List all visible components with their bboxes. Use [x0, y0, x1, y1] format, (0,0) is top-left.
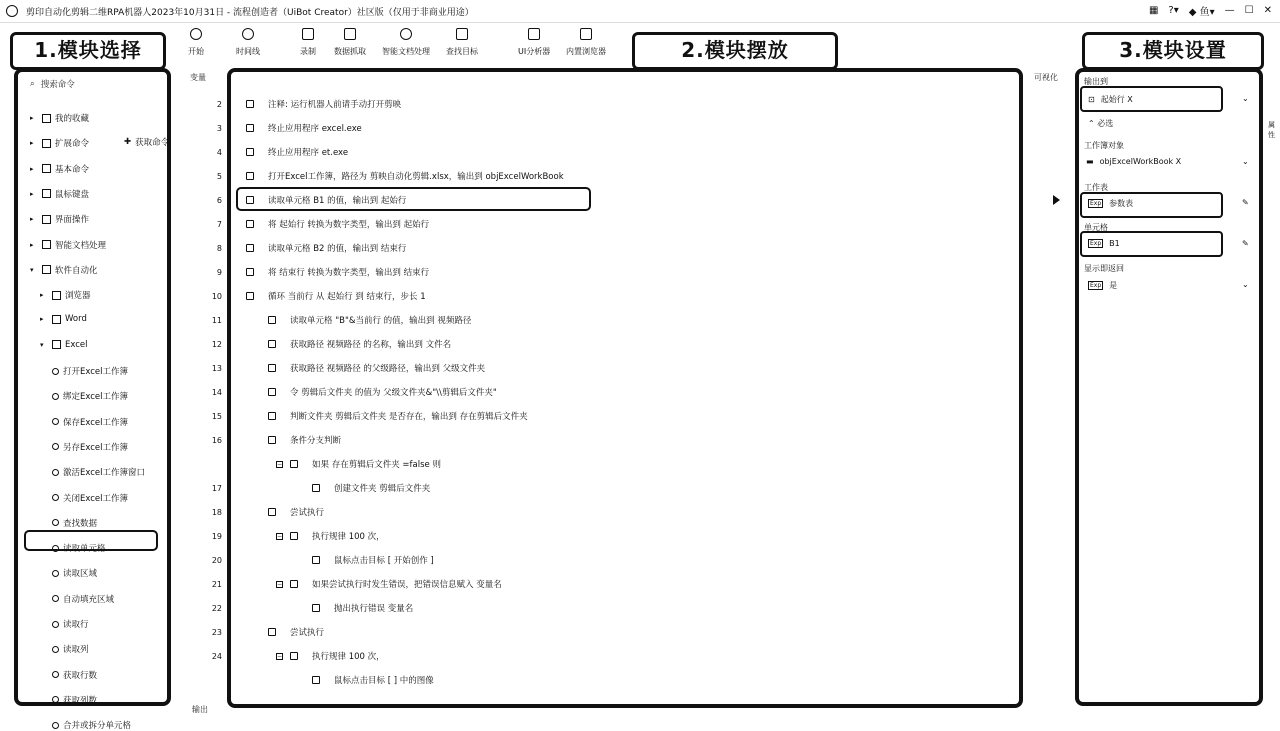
flow-row-text: 判断文件夹 剪辑后文件夹 是否存在，输出到 存在剪辑后文件夹 [290, 412, 528, 422]
command-tree-item[interactable] [40, 340, 88, 350]
command-tree-label: 获取行数 [63, 670, 98, 681]
flow-row-text: 执行规律 100 次， [312, 652, 385, 662]
command-icon [268, 316, 276, 324]
chevron-right-icon: ▸ [30, 240, 34, 249]
command-icon [246, 172, 254, 180]
command-tree-item[interactable] [52, 492, 128, 504]
display-value: 是 [1109, 281, 1118, 290]
side-property-tab[interactable]: 属性 [1268, 121, 1275, 139]
category-icon [42, 114, 51, 123]
flow-row[interactable] [200, 166, 1000, 186]
chevron-right-icon: ▸ [30, 139, 34, 148]
workbook-label: 工作簿对象 [1084, 141, 1124, 150]
toolbar-target-button[interactable] [446, 28, 478, 57]
command-icon [246, 244, 254, 252]
sheet-value: 参数表 [1109, 199, 1134, 208]
line-number: 18 [211, 507, 222, 517]
sheet-label: 工作表 [1084, 183, 1108, 192]
flow-row[interactable] [200, 334, 1000, 354]
display-label: 显示即返回 [1084, 264, 1124, 273]
browser-icon [580, 28, 592, 40]
flow-row-text: 尝试执行 [290, 508, 325, 518]
flow-row-text: 鼠标点击目标 [ 开始创作 ] [334, 556, 434, 566]
line-number: 16 [211, 435, 222, 445]
flow-row[interactable] [200, 262, 1000, 282]
get-commands-label: 获取命令 [135, 138, 170, 148]
command-tree-item[interactable] [52, 719, 131, 731]
selected-command-highlight [24, 530, 158, 551]
workbook-icon: ▬ [1086, 157, 1094, 166]
line-number: 10 [211, 291, 222, 301]
output-value: 起始行 X [1100, 95, 1133, 104]
command-tree-label: 获取列数 [63, 695, 98, 706]
flow-row-text: 读取单元格 "B"&当前行 的值，输出到 视频路径 [290, 316, 472, 326]
command-tree-label: 绑定Excel工作簿 [63, 392, 129, 403]
flow-row[interactable] [200, 502, 1000, 522]
line-number: 17 [211, 483, 222, 493]
bullet-icon [52, 570, 59, 577]
user-menu[interactable]: ◆ 鱼▾ [1189, 3, 1215, 18]
ui-analyzer-icon [528, 28, 540, 40]
flow-row[interactable] [200, 598, 1000, 618]
command-tree-item[interactable] [52, 416, 128, 428]
workbook-value: objExcelWorkBook X [1099, 157, 1182, 166]
collapse-icon[interactable]: − [277, 460, 283, 468]
bullet-icon [52, 418, 59, 425]
expression-icon: Exp [1090, 200, 1102, 207]
line-number: 13 [211, 363, 222, 373]
flow-row-text: 将 结束行 转换为数字类型，输出到 结束行 [268, 268, 430, 278]
output-tab[interactable]: 输出 [192, 705, 208, 714]
command-tree-item[interactable] [30, 112, 89, 124]
bullet-icon [52, 671, 59, 678]
line-number: 22 [211, 603, 222, 613]
line-number: 12 [211, 339, 222, 349]
flow-row[interactable] [200, 214, 1000, 234]
sheet-edit-icon[interactable]: ✎ [1242, 198, 1249, 207]
command-icon [246, 292, 254, 300]
expression-icon: Exp [1090, 282, 1102, 289]
flow-row[interactable] [200, 94, 1000, 114]
flow-row-text: 令 剪辑后文件夹 的值为 父级文件夹&"\\剪辑后文件夹" [290, 388, 497, 398]
title-bar [0, 0, 1280, 23]
line-number: 2 [216, 99, 222, 109]
workbook-field[interactable] [1086, 157, 1181, 166]
command-icon [246, 220, 254, 228]
output-label: 输出到 [1084, 77, 1108, 86]
variable-icon: ⊡ [1088, 95, 1095, 104]
command-tree-item[interactable] [52, 669, 97, 681]
command-tree-label: 软件自动化 [55, 265, 98, 276]
command-icon [246, 148, 254, 156]
flow-row[interactable] [200, 142, 1000, 162]
line-number: 20 [211, 555, 222, 565]
command-tree-item[interactable] [52, 466, 145, 478]
command-icon [268, 508, 276, 516]
flow-row-text: 抛出执行错误 变量名 [334, 604, 414, 614]
chevron-right-icon: ▸ [30, 189, 34, 198]
command-tree-label: 激活Excel工作簿窗口 [63, 468, 146, 479]
command-tree-item[interactable] [52, 517, 97, 529]
flow-row[interactable] [200, 382, 1000, 402]
collapse-icon[interactable]: − [277, 652, 283, 660]
flow-row-text: 将 起始行 转换为数字类型，输出到 起始行 [268, 220, 430, 230]
toolbar-label: 开始 [188, 47, 204, 56]
flow-row-text: 创建文件夹 剪辑后文件夹 [334, 484, 431, 494]
flow-row[interactable] [200, 526, 1000, 546]
flow-row-text: 如果 存在剪辑后文件夹 =false 则 [312, 460, 441, 470]
command-tree-item[interactable] [30, 137, 89, 149]
chevron-right-icon: ▸ [40, 291, 44, 300]
bullet-icon [52, 646, 59, 653]
toolbar-label: 查找目标 [446, 47, 478, 56]
command-icon [312, 484, 320, 492]
command-tree-item[interactable] [30, 163, 89, 175]
category-icon [42, 139, 51, 148]
variable-tab[interactable]: 变量 [190, 73, 206, 82]
user-name: 鱼 [1199, 7, 1210, 18]
command-search[interactable] [30, 78, 75, 90]
line-number: 6 [216, 195, 222, 205]
line-number: 19 [211, 531, 222, 541]
line-number: 8 [216, 243, 222, 253]
command-tree-item[interactable] [52, 390, 128, 402]
command-icon [312, 604, 320, 612]
flow-row[interactable] [200, 622, 1000, 642]
get-commands-button[interactable]: ✚ 获取命令 [124, 137, 170, 148]
flow-row-text: 尝试执行 [290, 628, 325, 638]
toolbar-label: 数据抓取 [334, 47, 366, 56]
command-tree-item[interactable] [52, 567, 97, 579]
line-number: 5 [216, 171, 222, 181]
toolbar-label: 智能文档处理 [382, 47, 430, 56]
toolbar-label: UI分析器 [518, 47, 551, 56]
flow-row-text: 注释: 运行机器人前请手动打开剪映 [268, 100, 402, 110]
flow-row-text: 读取单元格 B1 的值，输出到 起始行 [268, 196, 407, 206]
command-tree-label: 鼠标键盘 [55, 189, 90, 200]
command-tree-label: 读取区域 [63, 569, 98, 580]
chevron-down-icon: ▾ [40, 340, 44, 349]
help-icon[interactable]: ?▾ [1168, 5, 1179, 16]
chevron-right-icon: ▸ [30, 215, 34, 224]
command-icon [268, 412, 276, 420]
toolbar-start-button[interactable] [188, 28, 204, 57]
app-logo-icon [6, 5, 18, 17]
command-icon [290, 652, 298, 660]
command-tree-label: Excel [65, 339, 88, 350]
line-number: 9 [216, 267, 222, 277]
command-tree-item[interactable] [30, 239, 106, 251]
bullet-icon [52, 393, 59, 400]
clock-icon [242, 28, 254, 40]
flow-row[interactable] [200, 430, 1000, 450]
flow-row[interactable] [200, 238, 1000, 258]
command-tree-item[interactable] [52, 441, 128, 453]
flow-row[interactable] [200, 406, 1000, 426]
command-tree-item[interactable] [40, 314, 87, 324]
output-dropdown-icon[interactable]: ⌄ [1242, 94, 1249, 103]
record-icon [302, 28, 314, 40]
expression-icon: Exp [1090, 240, 1102, 247]
collapse-icon[interactable]: − [277, 580, 283, 588]
command-icon [312, 676, 320, 684]
grab-icon [344, 28, 356, 40]
line-number: 23 [211, 627, 222, 637]
command-tree-label: 关闭Excel工作簿 [63, 493, 129, 504]
toolbar-record-button[interactable] [300, 28, 316, 57]
bullet-icon [52, 368, 59, 375]
chevron-right-icon: ▸ [30, 114, 34, 122]
cell-edit-icon[interactable]: ✎ [1242, 239, 1249, 248]
command-tree-label: 读取单元格 [63, 544, 106, 555]
command-icon [268, 364, 276, 372]
category-icon [52, 315, 61, 324]
command-tree-label: 保存Excel工作簿 [63, 417, 129, 428]
command-icon [246, 100, 254, 108]
line-number: 21 [211, 579, 222, 589]
bullet-icon [52, 621, 59, 628]
bullet-icon [52, 696, 59, 703]
line-number: 24 [211, 651, 222, 661]
command-tree-item[interactable] [30, 264, 98, 276]
flow-row[interactable] [200, 358, 1000, 378]
required-section-toggle[interactable]: ⌃ 必选 [1088, 119, 1114, 128]
command-tree-item[interactable] [52, 694, 97, 706]
toolbar-grab-button[interactable] [334, 28, 366, 57]
collapse-icon[interactable]: − [277, 532, 283, 540]
command-tree-label: 我的收藏 [55, 114, 90, 124]
command-tree-item[interactable] [30, 213, 89, 225]
play-circle-icon [190, 28, 202, 40]
flow-row[interactable] [200, 670, 1000, 690]
output-field[interactable] [1088, 94, 1133, 105]
flow-row[interactable] [200, 310, 1000, 330]
flow-row-text: 如果尝试执行时发生错误，把错误信息赋入 变量名 [312, 580, 502, 590]
sheet-field[interactable] [1088, 198, 1133, 209]
command-icon [246, 268, 254, 276]
search-icon: ⌕ [30, 79, 35, 89]
command-tree-label: 查找数据 [63, 518, 98, 529]
chevron-right-icon: ▸ [30, 164, 34, 173]
flow-row-text: 打开Excel工作簿，路径为 剪映自动化剪辑.xlsx，输出到 objExcelWorkBook [268, 172, 564, 182]
bullet-icon [52, 519, 59, 526]
flow-row-text: 读取单元格 B2 的值，输出到 结束行 [268, 244, 407, 254]
ai-doc-icon [400, 28, 412, 40]
category-icon [42, 215, 51, 224]
category-icon [42, 189, 51, 198]
flow-row-text: 获取路径 视频路径 的名称，输出到 文件名 [290, 340, 452, 350]
close-icon[interactable]: ✕ [1263, 5, 1272, 16]
toolbar-ui-analyzer-button[interactable] [518, 28, 550, 57]
toolbar-label: 时间线 [236, 47, 260, 56]
annotation-module-settings: 3.模块设置 [1082, 32, 1264, 70]
category-icon [42, 265, 51, 274]
command-tree-item[interactable] [52, 618, 89, 630]
window-title: 剪印自动化剪辑二维RPA机器人2023年10月31日 - 流程创造者（UiBot Creator）社区版（仅用于非商业用途） [26, 7, 474, 18]
toolbar-label: 录制 [300, 47, 316, 56]
command-tree-label: 合并或拆分单元格 [63, 721, 132, 731]
flow-row-text: 终止应用程序 et.exe [268, 148, 349, 158]
flow-row[interactable] [200, 646, 1000, 666]
annotation-module-place: 2.模块摆放 [632, 32, 838, 70]
flow-row-text: 条件分支判断 [290, 436, 342, 446]
category-icon [52, 291, 61, 300]
toolbar-ai-doc-button[interactable] [382, 28, 430, 57]
line-number: 4 [216, 147, 222, 157]
line-number: 11 [211, 315, 222, 325]
visual-toggle[interactable]: 可视化 [1034, 73, 1058, 82]
flow-row-text: 获取路径 视频路径 的父级路径，输出到 父级文件夹 [290, 364, 486, 374]
command-tree-label: 扩展命令 [55, 139, 90, 150]
command-tree-item[interactable] [52, 365, 128, 377]
category-icon [42, 164, 51, 173]
command-icon [290, 580, 298, 588]
command-icon [246, 124, 254, 132]
command-tree-label: 浏览器 [65, 291, 91, 302]
command-tree-label: Word [65, 314, 87, 325]
display-field[interactable] [1088, 280, 1117, 291]
command-icon [268, 388, 276, 396]
command-icon [268, 340, 276, 348]
flow-row[interactable] [200, 454, 1000, 474]
bullet-icon [52, 722, 59, 729]
command-tree-item[interactable] [40, 289, 91, 301]
command-icon [290, 460, 298, 468]
toolbar-browser-button[interactable] [566, 28, 606, 57]
window-controls [1149, 3, 1272, 18]
bullet-icon [52, 443, 59, 450]
flow-row-text: 执行规律 100 次， [312, 532, 385, 542]
flow-row[interactable] [200, 118, 1000, 138]
line-number: 15 [211, 411, 222, 421]
command-icon [312, 556, 320, 564]
flow-row-text: 循环 当前行 从 起始行 到 结束行，步长 1 [268, 292, 426, 302]
command-icon [268, 436, 276, 444]
command-tree-item[interactable] [52, 643, 89, 655]
flow-row-text: 鼠标点击目标 [ ] 中的图像 [334, 676, 434, 686]
bullet-icon [52, 469, 59, 476]
toolbar-timeline-button[interactable] [236, 28, 260, 57]
category-icon [52, 340, 61, 349]
chevron-right-icon: ▸ [40, 315, 44, 324]
cell-label: 单元格 [1084, 223, 1108, 232]
command-tree-label: 基本命令 [55, 164, 90, 175]
maximize-icon[interactable]: ☐ [1244, 5, 1254, 16]
display-dropdown-icon[interactable]: ⌄ [1242, 280, 1249, 289]
command-tree-label: 打开Excel工作簿 [63, 367, 129, 377]
toolbar-label: 内置浏览器 [566, 47, 606, 56]
command-tree-label: 自动填充区域 [63, 594, 115, 605]
command-tree-item[interactable] [52, 593, 114, 605]
command-tree-label: 读取列 [63, 645, 89, 656]
command-tree-label: 智能文档处理 [55, 240, 107, 251]
search-input[interactable]: 搜索命令 [40, 80, 75, 90]
run-row-icon[interactable] [1053, 195, 1060, 205]
chevron-down-icon: ▾ [30, 265, 34, 274]
cell-value: B1 [1109, 239, 1120, 248]
command-tree-item[interactable] [30, 188, 89, 200]
flow-row[interactable] [200, 550, 1000, 570]
line-number: 14 [211, 387, 222, 397]
line-number: 7 [216, 219, 222, 229]
required-label: 必选 [1097, 119, 1114, 128]
bullet-icon [52, 595, 59, 602]
target-icon [456, 28, 468, 40]
bullet-icon [52, 494, 59, 501]
command-tree-label: 另存Excel工作簿 [63, 442, 129, 453]
command-icon [268, 628, 276, 636]
command-icon [290, 532, 298, 540]
flow-row[interactable] [200, 286, 1000, 306]
command-tree-label: 读取行 [63, 620, 89, 630]
command-tree-label: 界面操作 [55, 215, 90, 226]
cell-field[interactable] [1088, 239, 1120, 248]
layout-icon[interactable]: ▦ [1148, 5, 1159, 16]
category-icon [42, 240, 51, 249]
minimize-icon[interactable]: — [1224, 5, 1235, 16]
annotation-module-select: 1.模块选择 [10, 32, 166, 70]
line-number: 3 [216, 123, 222, 133]
flow-row[interactable] [200, 574, 1000, 594]
flow-row[interactable] [200, 478, 1000, 498]
workbook-dropdown-icon[interactable]: ⌄ [1242, 157, 1249, 166]
selected-row-highlight [236, 187, 591, 211]
flow-row-text: 终止应用程序 excel.exe [268, 124, 362, 134]
